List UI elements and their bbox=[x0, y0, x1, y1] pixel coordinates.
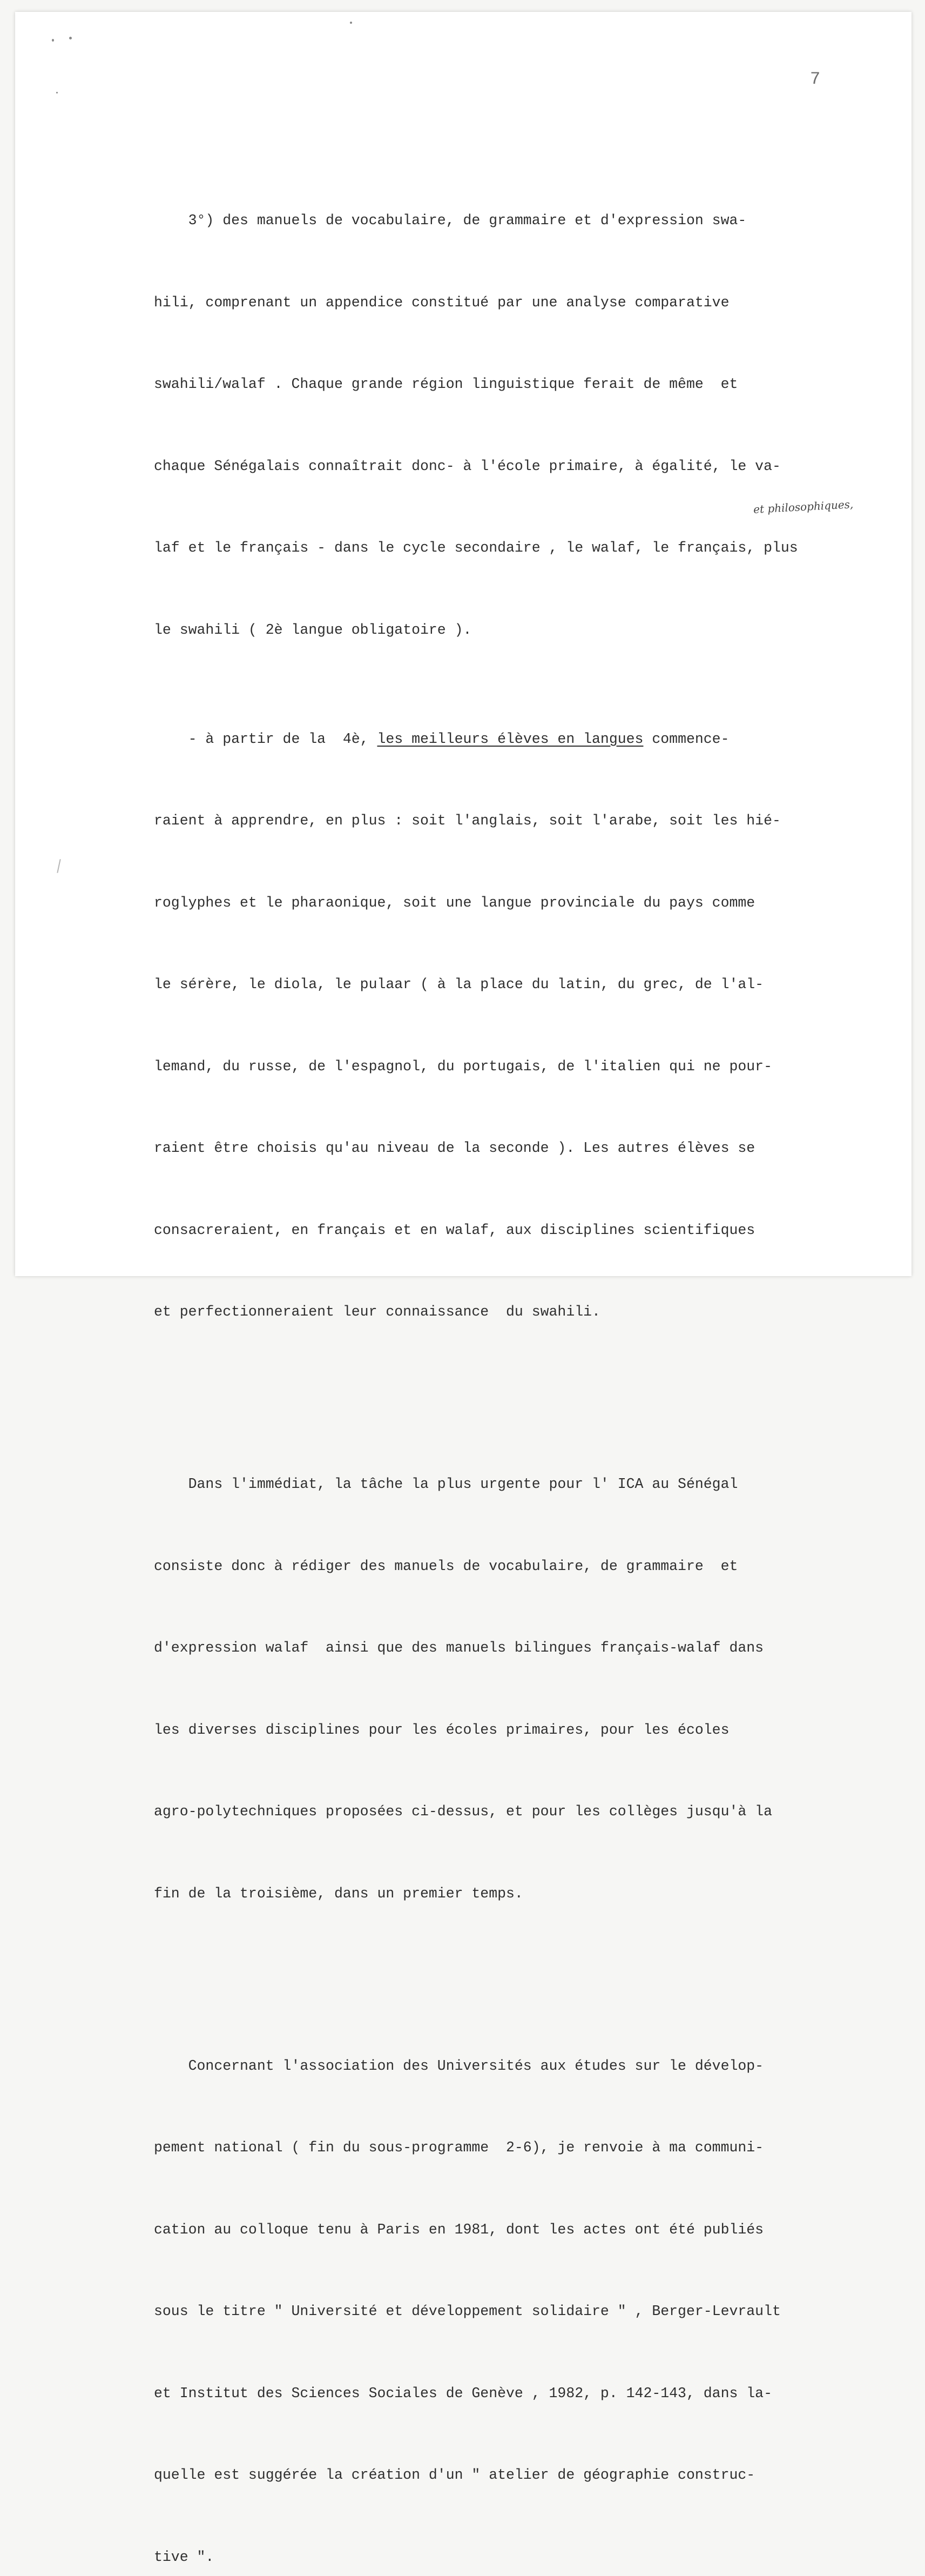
paper-speck bbox=[56, 92, 58, 93]
text-line: Concernant l'association des Universités aux études sur le dévelop- bbox=[154, 2057, 764, 2074]
paper-speck bbox=[52, 39, 54, 42]
typed-text bbox=[154, 152, 867, 2576]
paper-speck bbox=[350, 22, 352, 24]
paper-speck bbox=[69, 37, 72, 39]
underlined-phrase: les meilleurs élèves en langues bbox=[377, 730, 644, 747]
text-line: agro-polytechniques proposées ci-dessus, et pour les collèges jusqu'à la bbox=[154, 1803, 772, 1820]
text-line: le swahili ( 2è langue obligatoire ). bbox=[154, 621, 472, 638]
text-line: chaque Sénégalais connaîtrait donc- à l'école primaire, à égalité, le va- bbox=[154, 458, 781, 474]
text-line: et Institut des Sciences Sociales de Genève , 1982, p. 142-143, dans la- bbox=[154, 2385, 772, 2401]
text-line: laf et le français - dans le cycle secondaire , le walaf, le français, plus bbox=[154, 540, 798, 556]
text-line: roglyphes et le pharaonique, soit une langue provinciale du pays comme bbox=[154, 894, 755, 911]
text-line: d'expression walaf ainsi que des manuels bilingues français-walaf dans bbox=[154, 1640, 764, 1656]
text-line: swahili/walaf . Chaque grande région linguistique ferait de même et bbox=[154, 376, 738, 392]
text-line: et perfectionneraient leur connaissance du swahili. bbox=[154, 1304, 600, 1320]
text-line: hili, comprenant un appendice constitué par une analyse comparative bbox=[154, 294, 730, 311]
text-line: raient à apprendre, en plus : soit l'anglais, soit l'arabe, soit les hié- bbox=[154, 813, 781, 829]
text-line: raient être choisis qu'au niveau de la seconde ). Les autres élèves se bbox=[154, 1140, 755, 1156]
text-line: consiste donc à rédiger des manuels de vocabulaire, de grammaire et bbox=[154, 1558, 738, 1574]
text-line: le sérère, le diola, le pulaar ( à la place du latin, du grec, de l'al- bbox=[154, 976, 764, 992]
text-line: sous le titre " Université et développement solidaire " , Berger-Levrault bbox=[154, 2303, 781, 2319]
text-line: Dans l'immédiat, la tâche la plus urgente pour l' ICA au Sénégal bbox=[154, 1476, 738, 1492]
page-number: 7 bbox=[810, 69, 821, 89]
text-line: consacreraient, en français et en walaf, aux disciplines scientifiques bbox=[154, 1222, 755, 1238]
text-line: cation au colloque tenu à Paris en 1981, dont les actes ont été publiés bbox=[154, 2221, 764, 2238]
text-line: 3°) des manuels de vocabulaire, de grammaire et d'expression swa- bbox=[154, 212, 747, 229]
text-line: tive ". bbox=[154, 2548, 214, 2565]
text-line: les diverses disciplines pour les écoles primaires, pour les écoles bbox=[154, 1721, 730, 1738]
text-fragment: - à partir de la 4è, bbox=[154, 730, 377, 747]
paragraph-gap bbox=[154, 1989, 867, 1998]
text-line: pement national ( fin du sous-programme 2-6), je renvoie à ma communi- bbox=[154, 2139, 764, 2156]
text-line bbox=[154, 726, 867, 753]
text-line: quelle est suggérée la création d'un " atelier de géographie construc- bbox=[154, 2467, 755, 2483]
handwritten-annotation: et philosophiques, bbox=[753, 498, 854, 516]
text-line: fin de la troisième, dans un premier temps. bbox=[154, 1885, 523, 1902]
text-fragment: commence- bbox=[643, 730, 730, 747]
paragraph-gap bbox=[154, 1407, 867, 1416]
text-line: lemand, du russe, de l'espagnol, du portugais, de l'italien qui ne pour- bbox=[154, 1058, 772, 1075]
